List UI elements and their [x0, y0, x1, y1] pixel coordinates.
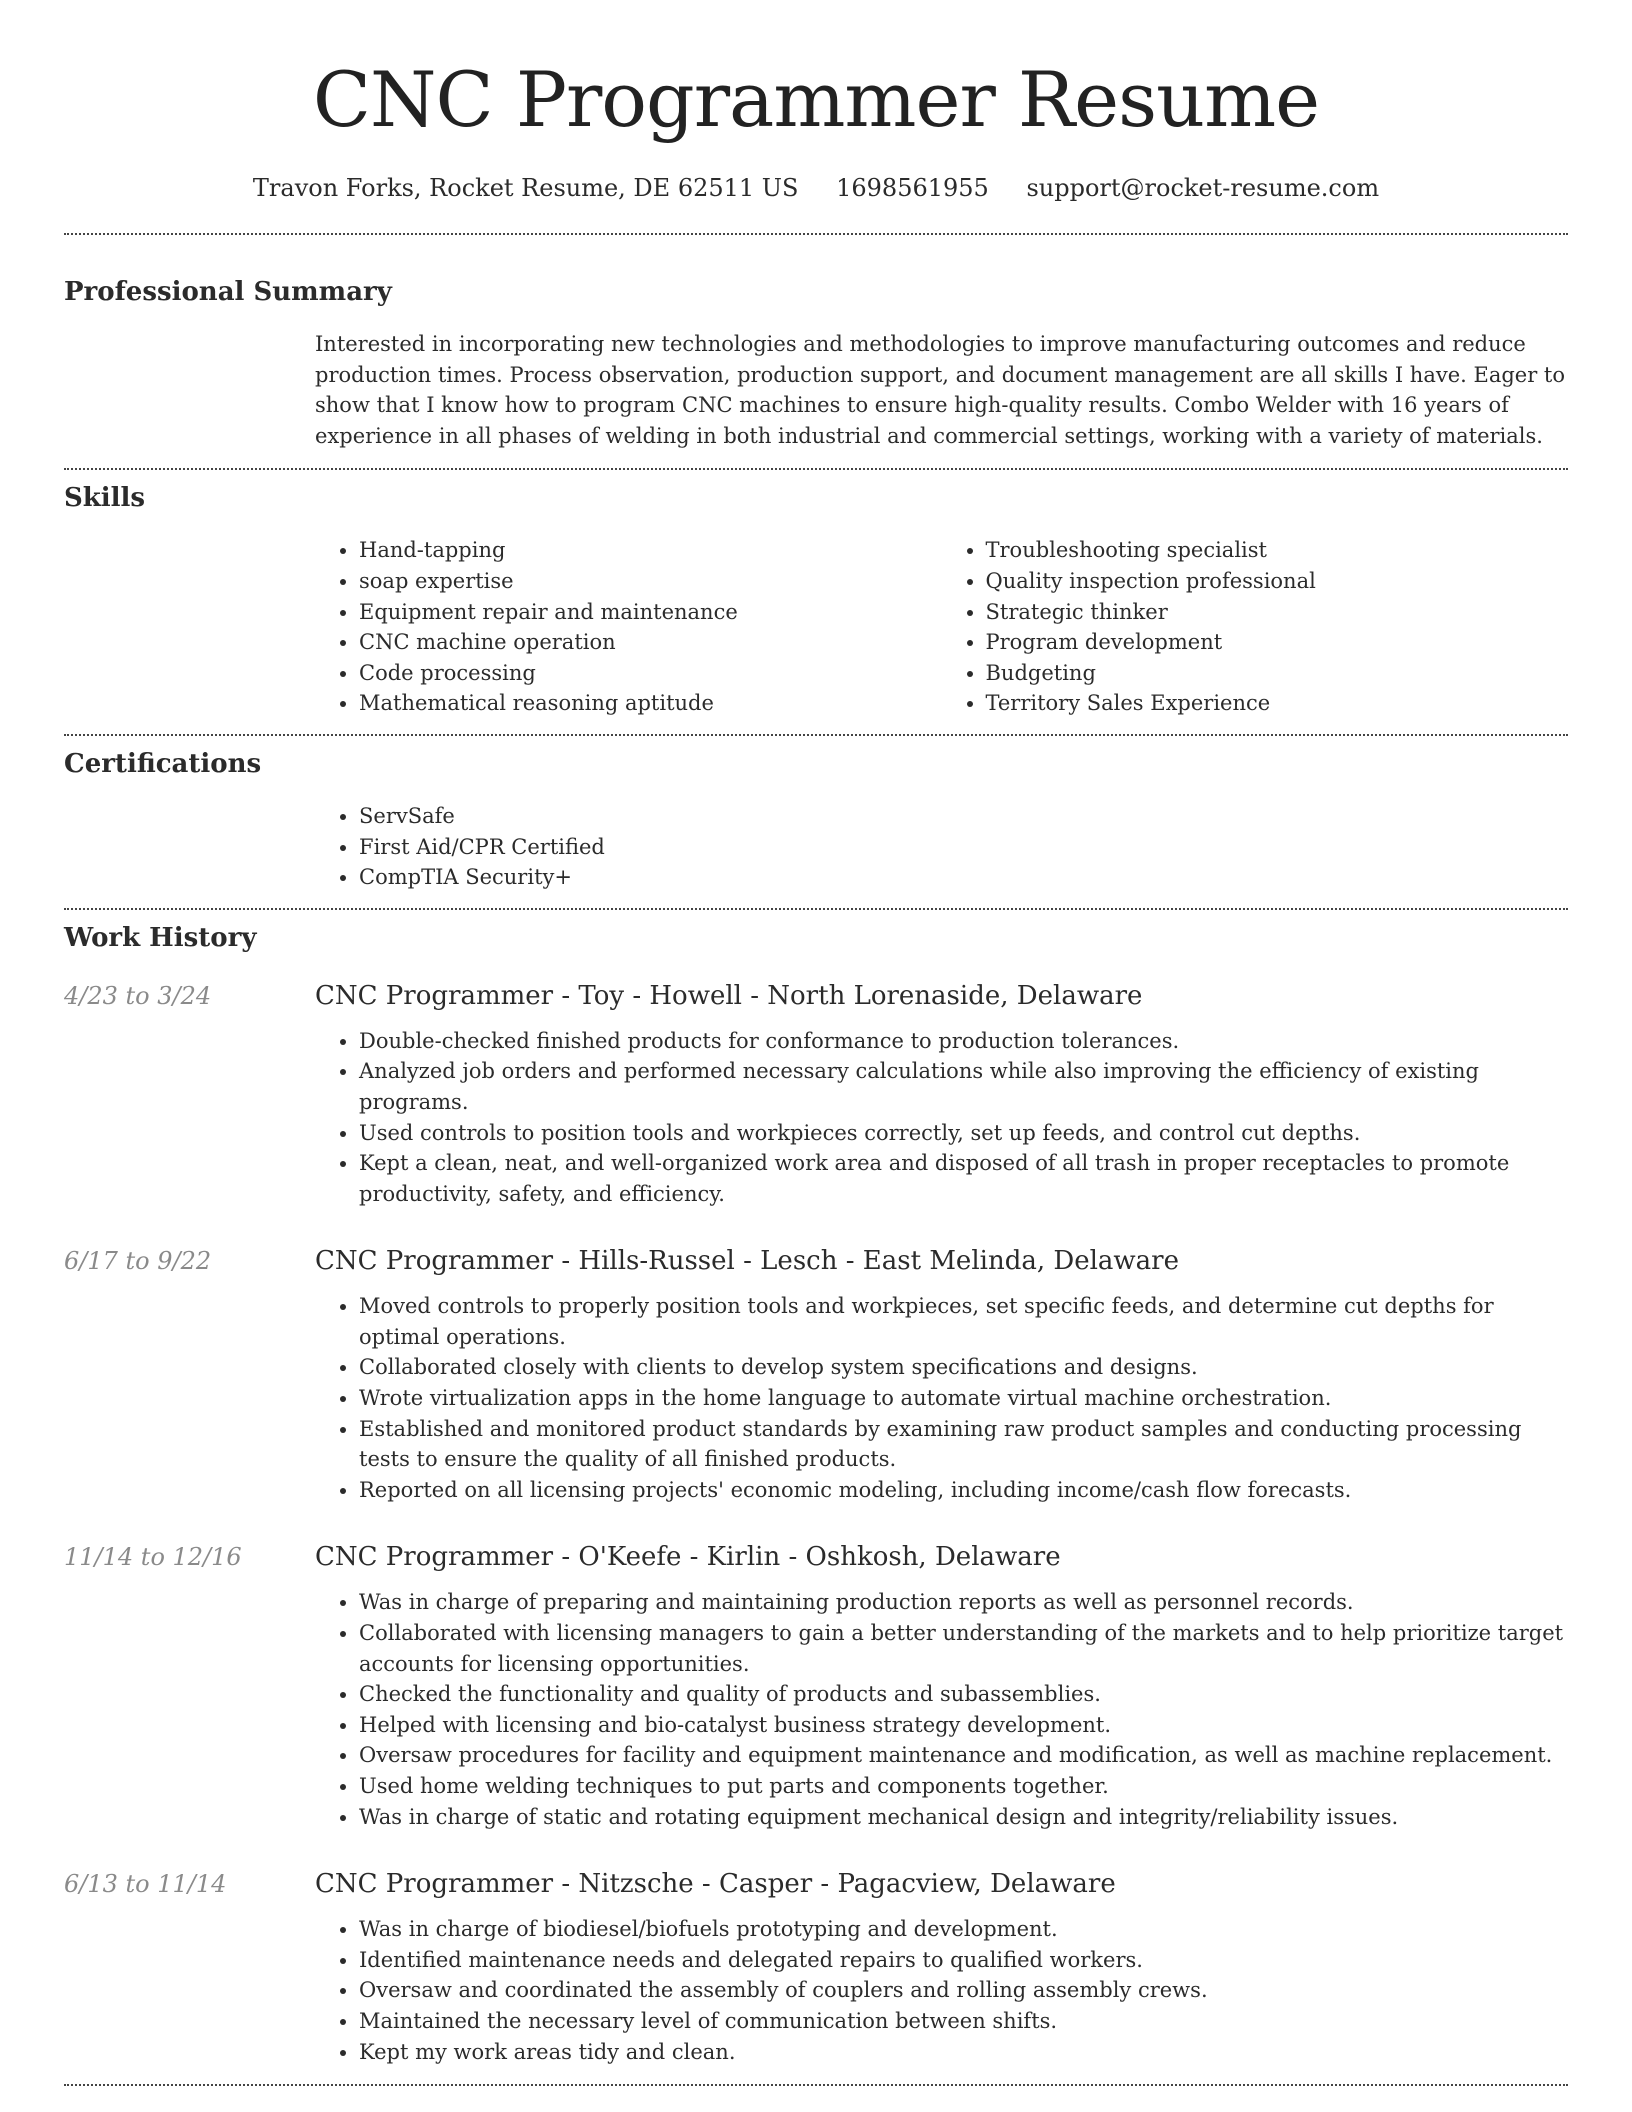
contact-address: Travon Forks, Rocket Resume, DE 62511 US [252, 174, 799, 202]
work-history-heading: Work History [64, 922, 257, 953]
section-divider [64, 233, 1568, 235]
list-item: • Collaborated with licensing managers to gain a better understanding of the markets and to help prioritize target accounts for licensing opportunities. [359, 1618, 1568, 1679]
certifications-heading: Certifications [64, 748, 262, 779]
list-item: • Kept a clean, neat, and well-organized work area and disposed of all trash in proper receptacles to promote productivity, safety, and efficiency. [359, 1148, 1568, 1209]
section-divider [64, 734, 1568, 736]
list-item: • Used home welding techniques to put parts and components together. [359, 1771, 1568, 1802]
list-item: • Equipment repair and maintenance [359, 597, 942, 628]
summary-section [315, 329, 1568, 451]
list-item: • Kept my work areas tidy and clean. [359, 2037, 1568, 2068]
resume-title: CNC Programmer Resume [312, 55, 1320, 144]
job-title: CNC Programmer - O'Keefe - Kirlin - Oshkosh, Delaware [315, 1542, 1061, 1573]
job-entry [64, 1243, 1568, 1505]
list-item: • Mathematical reasoning aptitude [359, 688, 942, 719]
list-item: • Oversaw procedures for facility and equipment maintenance and modification, as well as machine replacement. [359, 1740, 1568, 1771]
summary-text: Interested in incorporating new technologies and methodologies to improve manufacturing outcomes and reduce production times. Process observation, production support, and document management are all skills I have. Eager to show that I know how to program CNC machines to ensure high-quality results. Combo Welder with 16 years of experience in all phases of welding in both industrial and commercial settings, working with a variety of materials. [315, 332, 1566, 448]
list-item: • CNC machine operation [359, 627, 942, 658]
job-dates: 4/23 to 3/24 [64, 981, 212, 1010]
list-item: • Oversaw and coordinated the assembly of couplers and rolling assembly crews. [359, 1975, 1568, 2006]
list-item: • Established and monitored product standards by examining raw product samples and conducting processing tests to ensure the quality of all finished products. [359, 1414, 1568, 1475]
list-item: • ServSafe [359, 801, 1568, 832]
list-item: • Was in charge of preparing and maintaining production reports as well as personnel records. [359, 1587, 1568, 1618]
job-title: CNC Programmer - Toy - Howell - North Lorenaside, Delaware [315, 980, 1143, 1011]
list-item: • Strategic thinker [986, 597, 1569, 628]
list-item: • Troubleshooting specialist [986, 535, 1569, 566]
list-item: • Quality inspection professional [986, 566, 1569, 597]
job-dates: 6/13 to 11/14 [64, 1870, 227, 1899]
job-body [315, 1243, 1568, 1505]
list-item: • Identified maintenance needs and delegated repairs to qualified workers. [359, 1945, 1568, 1976]
job-body [315, 1539, 1568, 1832]
job-title: CNC Programmer - Hills-Russel - Lesch - East Melinda, Delaware [315, 1246, 1179, 1277]
job-body [315, 978, 1568, 1210]
job-entry [64, 1866, 1568, 2067]
resume-page [64, 0, 1568, 2086]
list-item: • Reported on all licensing projects' economic modeling, including income/cash flow forecasts. [359, 1475, 1568, 1506]
job-title: CNC Programmer - Nitzsche - Casper - Pagacview, Delaware [315, 1869, 1116, 1900]
list-item: • Moved controls to properly position tools and workpieces, set specific feeds, and determine cut depths for optimal operations. [359, 1291, 1568, 1352]
skills-section [315, 535, 1568, 719]
contact-phone: 1698561955 [836, 174, 989, 202]
list-item: • First Aid/CPR Certified [359, 832, 1568, 863]
list-item: • soap expertise [359, 566, 942, 597]
list-item: • Helped with licensing and bio-catalyst business strategy development. [359, 1710, 1568, 1741]
certifications-section [315, 801, 1568, 893]
job-bullets [315, 1587, 1568, 1832]
list-item: • Used controls to position tools and workpieces correctly, set up feeds, and control cut depths. [359, 1118, 1568, 1149]
list-item: • Was in charge of biodiesel/biofuels prototyping and development. [359, 1914, 1568, 1945]
certifications-list [315, 801, 1568, 893]
list-item: • Hand-tapping [359, 535, 942, 566]
skills-list-left [315, 535, 942, 719]
job-bullets [315, 1291, 1568, 1505]
list-item: • Double-checked finished products for conformance to production tolerances. [359, 1026, 1568, 1057]
list-item: • Collaborated closely with clients to develop system specifications and designs. [359, 1352, 1568, 1383]
job-bullets [315, 1026, 1568, 1210]
skills-list-right [942, 535, 1569, 719]
contact-email: support@rocket-resume.com [1026, 174, 1380, 202]
list-item: • Checked the functionality and quality of products and subassemblies. [359, 1679, 1568, 1710]
section-divider [64, 2084, 1568, 2086]
job-bullets [315, 1914, 1568, 2067]
list-item: • Program development [986, 627, 1569, 658]
list-item: • Wrote virtualization apps in the home language to automate virtual machine orchestration. [359, 1383, 1568, 1414]
list-item: • Analyzed job orders and performed necessary calculations while also improving the efficiency of existing programs. [359, 1056, 1568, 1117]
list-item: • Territory Sales Experience [986, 688, 1569, 719]
section-divider [64, 468, 1568, 470]
skills-heading: Skills [64, 483, 146, 514]
summary-heading: Professional Summary [64, 277, 392, 307]
job-dates: 11/14 to 12/16 [64, 1543, 242, 1572]
list-item: • Budgeting [986, 658, 1569, 689]
contact-line [64, 170, 1568, 206]
list-item: • Was in charge of static and rotating equipment mechanical design and integrity/reliability issues. [359, 1802, 1568, 1833]
list-item: • Code processing [359, 658, 942, 689]
job-dates: 6/17 to 9/22 [64, 1247, 212, 1276]
list-item: • Maintained the necessary level of communication between shifts. [359, 2006, 1568, 2037]
list-item: • CompTIA Security+ [359, 862, 1568, 893]
section-divider [64, 908, 1568, 910]
job-body [315, 1866, 1568, 2067]
job-entry [64, 1539, 1568, 1832]
job-entry [64, 978, 1568, 1210]
